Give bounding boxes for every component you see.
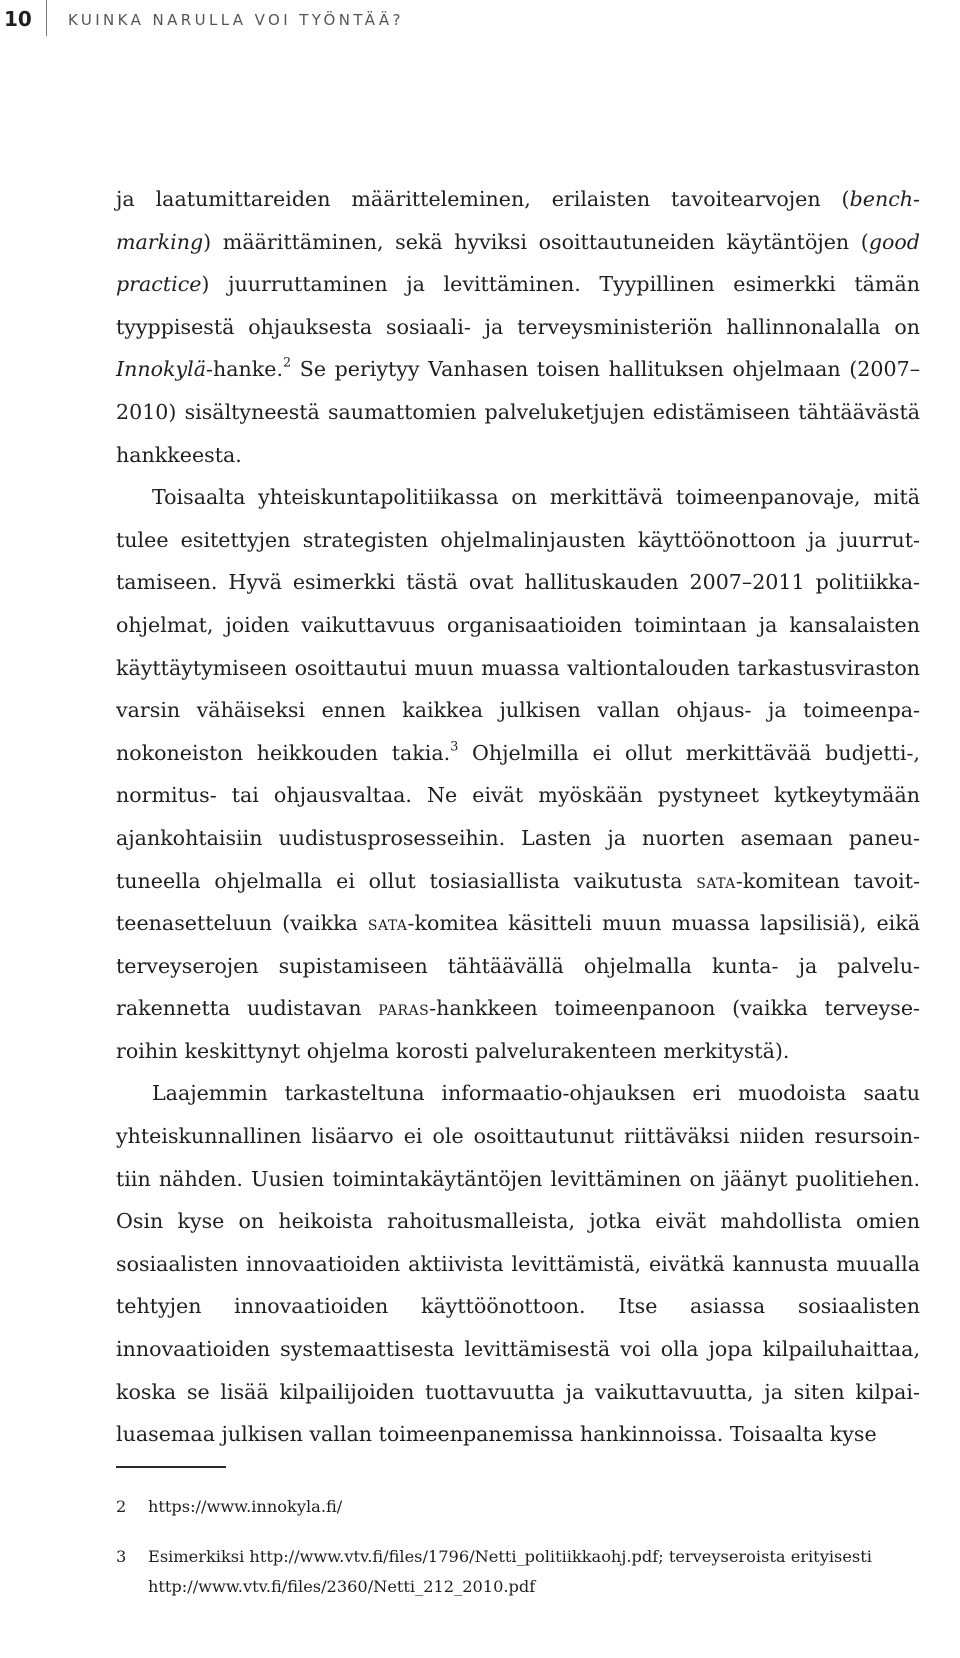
footnotes <box>116 1492 920 1622</box>
footnote-item <box>116 1492 920 1522</box>
footnote-number: 3 <box>116 1547 127 1566</box>
footnote-link[interactable]: https://www.innokyla.fi/ <box>148 1497 343 1516</box>
small-caps-term: sata <box>696 868 736 893</box>
footnote-divider <box>116 1466 226 1468</box>
paragraph-2 <box>116 476 920 1072</box>
small-caps-term: paras <box>378 996 430 1021</box>
text-run: -hankkeen toimeenpanoon (vaikka terveyseroihin keskittynyt ohjelma korosti palvelurakenteen merkitystä). <box>116 996 920 1063</box>
text-run: ja laatumittareiden määritteleminen, erilaisten tavoitearvojen ( <box>116 187 850 211</box>
body-text <box>116 178 920 1456</box>
italic-term: Innokylä <box>116 357 207 382</box>
footnote-item <box>116 1542 920 1602</box>
text-run: Se periytyy Vanhasen toisen hallituksen ohjelmaan (2007–2010) sisältyneestä saumattomien palveluketjujen edistämiseen tähtäävästä hankkeesta. <box>116 357 920 467</box>
running-title: KUINKA NARULLA VOI TYÖNTÄÄ? <box>68 11 404 29</box>
paragraph-3 <box>116 1072 920 1455</box>
text-run: ) juurruttaminen ja levittäminen. Tyypillinen esimerkki tämän tyyppisestä ohjauksesta sosiaali- ja terveysministeriön hallinnonalalla on <box>116 272 920 339</box>
header-divider <box>46 0 47 36</box>
text-run: -komitea käsitteli muun muassa lapsilisiä), eikä terveyserojen supistamiseen tähtäävällä ohjelmalla kunta- ja palvelurakennetta uudistavan <box>116 911 920 1021</box>
text-run: Ohjelmilla ei ollut merkittävää budjetti-, normitus- tai ohjausvaltaa. Ne eivät myöskään pystyneet kytkeytymään ajankohtaisiin uudistusprosesseihin. Lasten ja nuorten asemaan paneutuneella ohjelmalla ei ollut tosiasiallista vaikutusta <box>116 740 920 893</box>
footnote-ref[interactable]: 3 <box>450 739 459 755</box>
italic-term: good practice <box>116 229 920 297</box>
footnote-number: 2 <box>116 1497 127 1516</box>
page-number: 10 <box>4 7 32 31</box>
footnote-ref[interactable]: 2 <box>283 355 292 371</box>
text-run: Toisaalta yhteiskuntapolitiikassa on merkittävä toimeenpanovaje, mitä tulee esitettyjen strategisten ohjelmalinjausten käyttöönottoon ja juurruttamiseen. Hyvä esimerkki tästä ovat hallituskauden 2007–2011 politiikkaohjelmat, joiden vaikuttavuus organisaatioiden toimintaan ja kansalaisten käyttäytymiseen osoittautui muun muassa valtiontalouden tarkastusviraston varsin vähäiseksi ennen kaikkea julkisen vallan ohjaus- ja toimeenpanokoneiston heikkouden takia. <box>116 485 920 765</box>
italic-term: benchmarking <box>116 187 920 254</box>
text-run: ) määrittäminen, sekä hyviksi osoittautuneiden käytäntöjen ( <box>203 229 869 254</box>
text-run: Laajemmin tarkasteltuna informaatio-ohjauksen eri muodoista saatu yhteiskunnallinen lisäarvo ei ole osoittautunut riittäväksi niiden resursointiin nähden. Uusien toimintakäytäntöjen levittäminen on jäänyt puolitiehen. Osin kyse on heikoista rahoitusmalleista, jotka eivät mahdollista omien sosiaalisten innovaatioiden aktiivista levittämistä, eivätkä kannusta muualla tehtyjen innovaatioiden käyttöönottoon. Itse asiassa sosiaalisten innovaatioiden systemaattisesta levittämisestä voi olla jopa kilpailuhaittaa, koska se lisää kilpailijoiden tuottavuutta ja vaikuttavuutta, ja siten kilpailuasemaa julkisen vallan toimeenpanemissa hankinnoissa. Toisaalta kyse <box>116 1081 920 1447</box>
text-run: -hanke. <box>206 357 284 382</box>
small-caps-term: sata <box>367 911 408 936</box>
paragraph-1 <box>116 178 920 476</box>
text-run: -komitean tavoitteenasetteluun (vaikka <box>116 868 921 936</box>
page-header <box>0 0 960 40</box>
footnote-text[interactable]: Esimerkiksi http://www.vtv.fi/files/1796/Netti_politiikkaohj.pdf; terveyseroista erityisesti http://www.vtv.fi/files/2360/Netti_212_2010.pdf <box>148 1547 872 1596</box>
